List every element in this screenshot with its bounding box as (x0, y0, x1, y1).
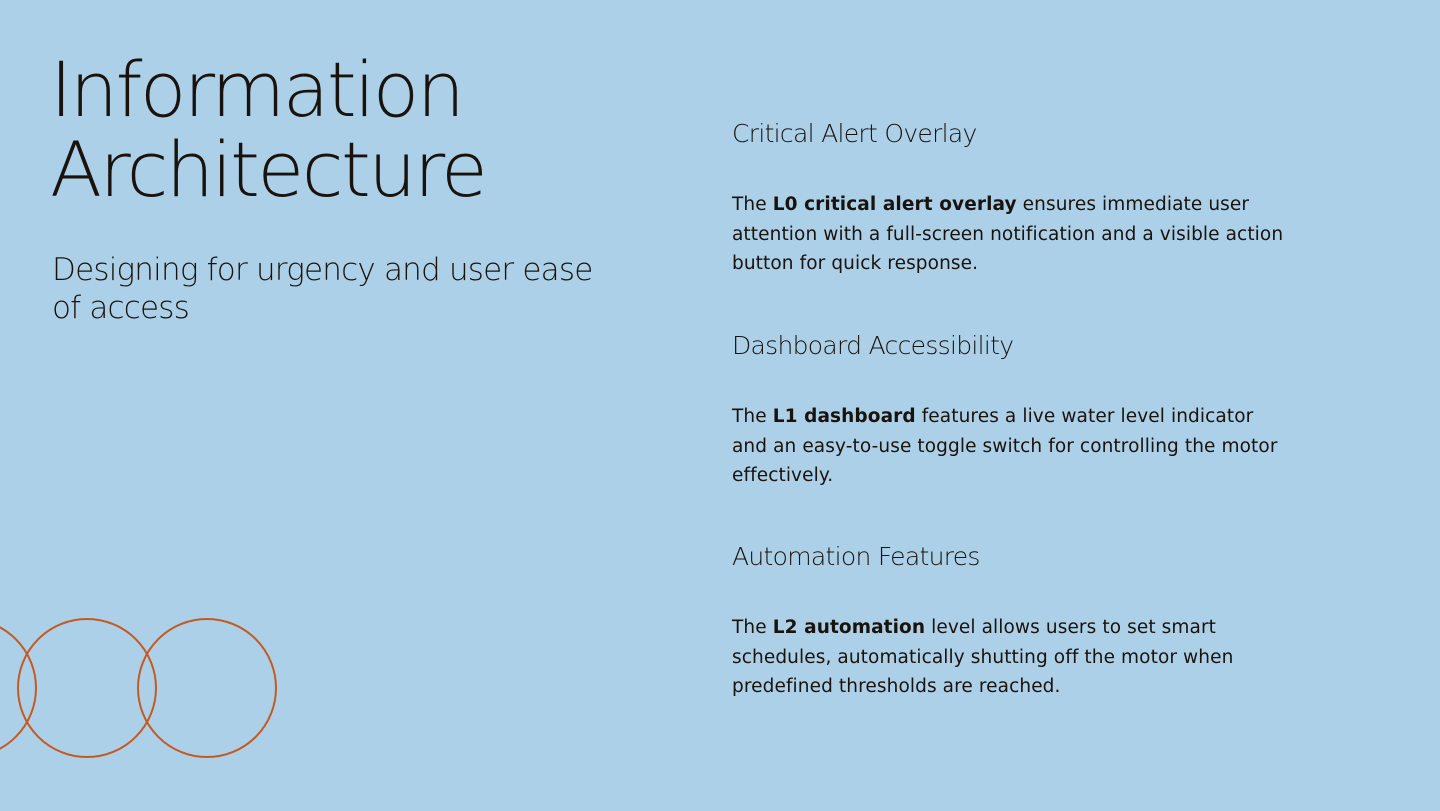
section-automation-features (732, 541, 1292, 702)
section-dashboard-accessibility (732, 330, 1292, 491)
section-body (732, 190, 1292, 279)
title-line-1: Information (50, 45, 463, 134)
body-lead: The (732, 194, 773, 215)
title-line-2: Architecture (50, 125, 486, 214)
circle-outline-right (138, 619, 276, 757)
section-body (732, 402, 1292, 491)
body-bold: L0 critical alert overlay (772, 194, 1017, 215)
decorative-circles (0, 600, 300, 780)
section-heading: Automation Features (732, 542, 980, 571)
section-body (732, 613, 1292, 702)
body-bold: L2 automation (772, 617, 926, 638)
body-lead: The (732, 617, 773, 638)
page-title (50, 45, 486, 214)
section-critical-alert-overlay (732, 118, 1292, 279)
circle-outline-middle (18, 619, 156, 757)
body-bold: L1 dashboard (772, 406, 916, 427)
body-lead: The (732, 406, 773, 427)
body-rest: level allows users to set smart schedules, automatically shutting off the motor when predefined thresholds are reached. (732, 617, 1234, 697)
page-subtitle: Designing for urgency and user ease of access (52, 252, 593, 326)
body-rest: features a live water level indicator and an easy-to-use toggle switch for controlling the motor effectively. (732, 406, 1278, 486)
section-heading: Critical Alert Overlay (732, 119, 977, 148)
body-rest: ensures immediate user attention with a full-screen notification and a visible action button for quick response. (732, 194, 1284, 274)
section-heading: Dashboard Accessibility (732, 331, 1014, 360)
